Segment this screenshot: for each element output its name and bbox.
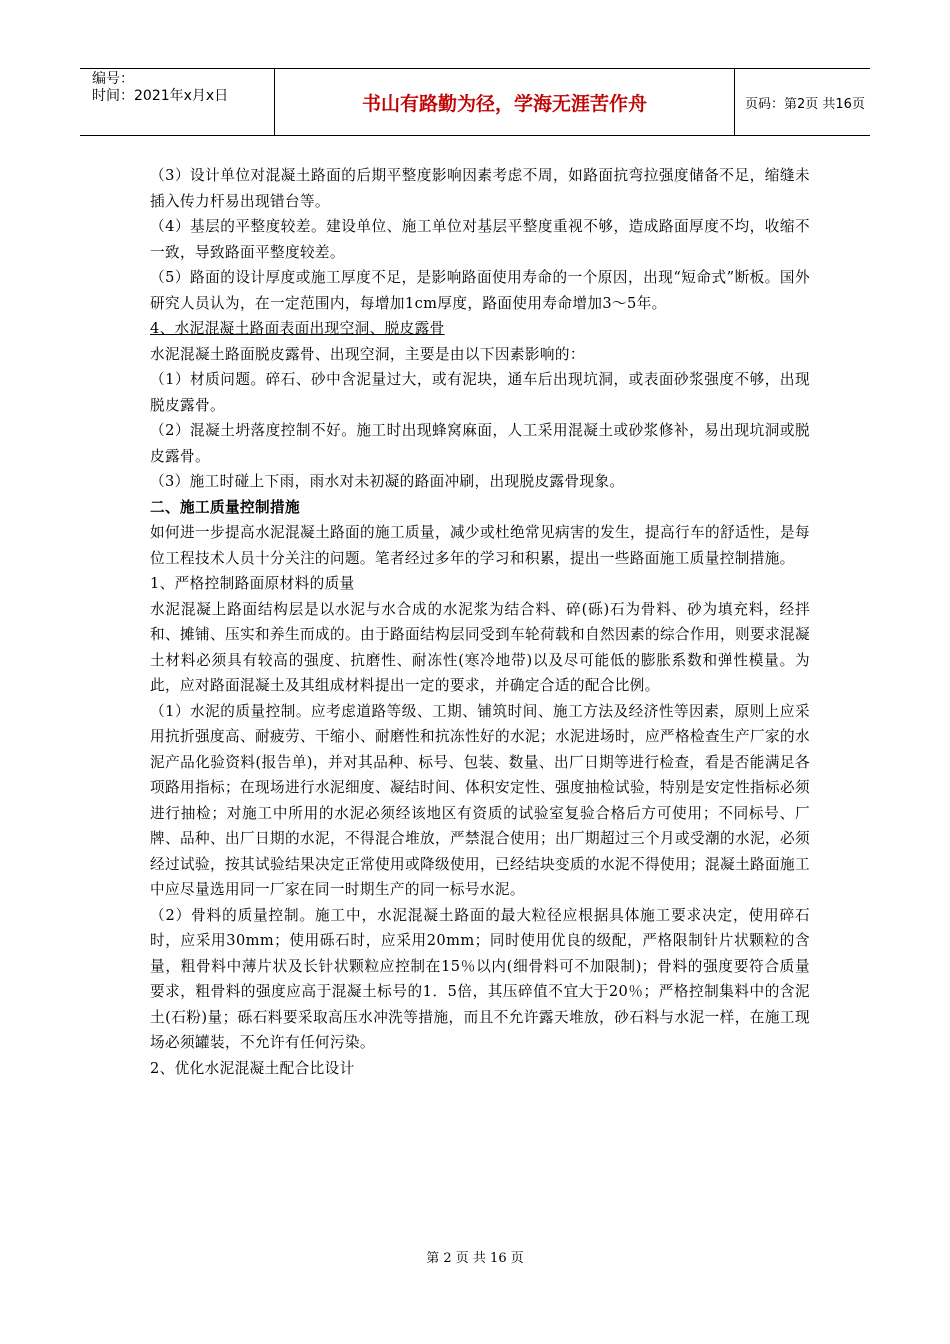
- paragraph: （3）施工时碰上下雨，雨水对未初凝的路面冲刷，出现脱皮露骨现象。: [150, 473, 625, 490]
- paragraph: （4）基层的平整度较差。建设单位、施工单位对基层平整度重视不够，造成路面厚度不均，收缩不一致，导致路面平整度较差。: [150, 218, 810, 261]
- header-info: [80, 69, 275, 135]
- paragraph: 水泥混凝土路面脱皮露骨、出现空洞，主要是由以下因素影响的：: [150, 345, 585, 363]
- paragraph: （1）材质问题。碎石、砂中含泥量过大，或有泥块，通车后出现坑洞，或表面砂浆强度不够，出现脱皮露骨。: [150, 371, 810, 414]
- page-footer: 第 2 页 共 16 页: [426, 1251, 524, 1266]
- paragraph: （5）路面的设计厚度或施工厚度不足，是影响路面使用寿命的一个原因，出现“短命式”断板。国外研究人员认为，在一定范围内，每增加1cm厚度，路面使用寿命增加3～5年。: [150, 269, 810, 312]
- paragraph: （2）混凝土坍落度控制不好。施工时出现蜂窝麻面，人工采用混凝土或砂浆修补，易出现坑洞或脱皮露骨。: [150, 422, 810, 465]
- subsection-heading: 1、严格控制路面原材料的质量: [150, 575, 355, 592]
- chapter-heading: 二、施工质量控制措施: [150, 498, 300, 516]
- date-label: 时间：2021年x月x日: [92, 88, 229, 104]
- header-motto: 书山有路勤为径，学海无涯苦作舟: [275, 69, 735, 135]
- section-heading: [150, 316, 810, 342]
- underlined-heading: 4、水泥混凝土路面表面出现空洞、脱皮露骨: [150, 320, 445, 337]
- paragraph: 水泥混凝上路面结构层是以水泥与水合成的水泥浆为结合料、碎(砾)石为骨料、砂为填充料，经拌和、摊铺、压实和养生而成的。由于路面结构层同受到车轮荷载和自然因素的综合作用，则要求混凝土材料必须具有较高的强度、抗磨性、耐冻性(寒冷地带)以及尽可能低的膨胀系数和弹性模量。为此，应对路面混凝土及其组成材料提出一定的要求，并确定合适的配合比例。: [150, 600, 810, 694]
- page-header: [80, 68, 870, 136]
- header-page-info: 页码：第2页 共16页: [745, 96, 865, 112]
- subsection-heading: 2、优化水泥混凝土配合比设计: [150, 1059, 355, 1077]
- paragraph: （3）设计单位对混凝土路面的后期平整度影响因素考虑不周，如路面抗弯拉强度储备不足，缩缝未插入传力杆易出现错台等。: [150, 167, 810, 210]
- paragraph: （1）水泥的质量控制。应考虑道路等级、工期、铺筑时间、施工方法及经济性等因素，原则上应采用抗折强度高、耐疲劳、干缩小、耐磨性和抗冻性好的水泥；水泥进场时，应严格检查生产厂家的水泥产品化验资料(报告单)，并对其品种、标号、包装、数量、出厂日期等进行检查，看是否能满足各项路用指标；在现场进行水泥细度、凝结时间、体积安定性、强度抽检试验，特别是安定性指标必须进行抽检；对施工中所用的水泥必须经该地区有资质的试验室复验合格后方可使用；不同标号、厂牌、品种、出厂日期的水泥，不得混合堆放，严禁混合使用；出厂期超过三个月或受潮的水泥，必须经过试验，按其试验结果决定正常使用或降级使用，已经结块变质的水泥不得使用；混凝土路面施工中应尽量选用同一厂家在同一时期生产的同一标号水泥。: [150, 702, 810, 898]
- paragraph: 如何进一步提高水泥混凝土路面的施工质量，减少或杜绝常见病害的发生，提高行车的舒适性，是每位工程技术人员十分关注的问题。笔者经过多年的学习和积累，提出一些路面施工质量控制措施。: [150, 524, 810, 567]
- number-label: 编号：: [92, 71, 134, 87]
- document-body: [150, 163, 810, 1081]
- paragraph: （2）骨料的质量控制。施工中，水泥混凝土路面的最大粒径应根据具体施工要求决定，使用碎石时，应采用30mm；使用砾石时，应采用20mm；同时使用优良的级配，严格限制针片状颗粒的含量，粗骨料中薄片状及长针状颗粒应控制在15％以内(细骨料可不加限制)；骨料的强度要符合质量要求，粗骨料的强度应高于混凝土标号的1．5倍，其压碎值不宜大于20％；严格控制集料中的含泥土(石粉)量；砾石料要采取高压水冲洗等措施，而且不允许露天堆放，砂石料与水泥一样，在施工现场必须罐装，不允许有任何污染。: [150, 906, 810, 1051]
